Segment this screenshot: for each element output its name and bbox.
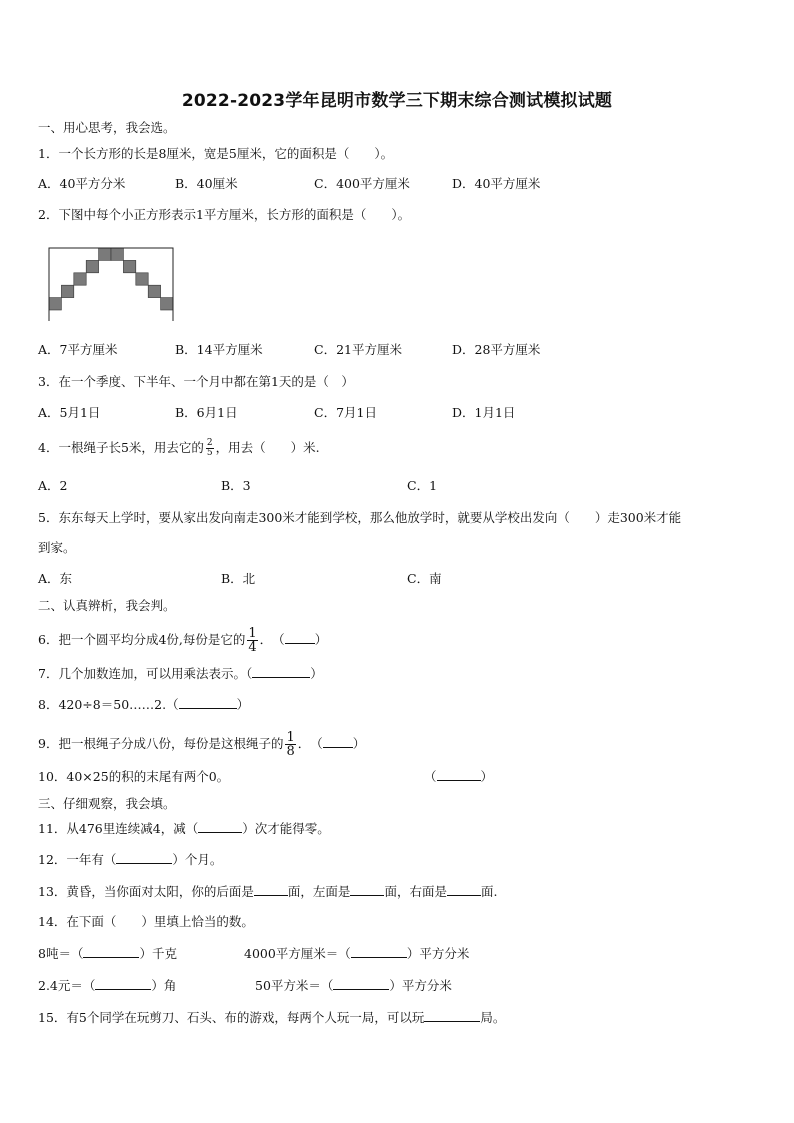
- q8-stem: [38, 696, 249, 714]
- shaded-square: [161, 298, 173, 310]
- q14-r1b: ）千克: [139, 946, 177, 961]
- q5-option-b: B．北: [221, 571, 256, 586]
- q9-fraction-numerator: 1: [286, 730, 295, 745]
- q9-stem: [38, 731, 365, 758]
- q6-fraction-numerator: 1: [248, 626, 257, 641]
- q6-stem-text: 6．把一个圆平均分成4份,每份是它的: [38, 632, 246, 647]
- q13-blank-left[interactable]: [350, 883, 384, 896]
- q13-part-a: 13．黄昏，当你面对太阳，你的后面是: [38, 884, 254, 899]
- shaded-square: [49, 298, 61, 310]
- q1-stem: 1．一个长方形的长是8厘米，宽是5厘米，它的面积是（ ）。: [38, 146, 394, 161]
- q5-option-c: C．南: [407, 571, 442, 586]
- q3-stem: 3．在一个季度、下半年、一个月中都在第1天的是（ ）: [38, 374, 354, 389]
- q8-close-paren: ）: [236, 697, 250, 712]
- q14-r2a: 2.4元＝（: [38, 978, 96, 993]
- q14-blank-sq-dm[interactable]: [351, 945, 407, 958]
- q9-close-paren: ）: [352, 736, 366, 751]
- q6-fraction: [247, 627, 257, 654]
- section-3-heading: 三、仔细观察，我会填。: [38, 796, 176, 811]
- shaded-square: [61, 285, 73, 297]
- q14-r1a: 8吨＝（: [38, 946, 84, 961]
- q7-stem: [38, 665, 323, 683]
- q4-option-c: C．1: [407, 478, 438, 493]
- q13-part-b: 面，左面是: [287, 884, 351, 899]
- q15-answer-blank[interactable]: [424, 1009, 480, 1022]
- q4-fraction: [206, 439, 214, 458]
- q14-r2c: 50平方米＝（: [255, 978, 334, 993]
- shaded-square: [148, 285, 160, 297]
- q5-option-a: A．东: [38, 571, 73, 586]
- q10-answer: [424, 768, 493, 786]
- q3-option-a: A．5月1日: [38, 405, 101, 420]
- q15-part-b: 局。: [480, 1010, 506, 1025]
- q11-stem-text: 11．从476里连续减4，减（: [38, 821, 199, 836]
- q9-stem-text: 9．把一根绳子分成八份，每份是这根绳子的: [38, 736, 284, 751]
- q2-option-d: D．28平方厘米: [452, 342, 541, 357]
- q14-r1c: 4000平方厘米＝（: [244, 946, 351, 961]
- q8-stem-text: 8．420÷8＝50……2.（: [38, 697, 179, 712]
- q12-tail: ）个月。: [172, 852, 223, 867]
- q14-r2d: ）平方分米: [389, 978, 452, 993]
- q14-blank-kg[interactable]: [83, 945, 139, 958]
- q3-option-d: D．1月1日: [452, 405, 516, 420]
- q2-stem: 2．下图中每个小正方形表示1平方厘米，长方形的面积是（ ）。: [38, 207, 411, 222]
- q12-stem-text: 12．一年有（: [38, 852, 117, 867]
- q6-close-paren: ）: [314, 632, 328, 647]
- q11-tail: ）次才能得零。: [242, 821, 330, 836]
- q13-part-d: 面.: [480, 884, 498, 899]
- q6-answer-blank[interactable]: [285, 631, 315, 644]
- q14-blank-sq-dm-2[interactable]: [333, 977, 389, 990]
- q1-option-d: D．40平方厘米: [452, 176, 541, 191]
- q14-stem: 14．在下面（ ）里填上恰当的数。: [38, 914, 254, 929]
- q4-fraction-denominator: 5: [206, 448, 213, 458]
- q6-tail: ． （: [259, 632, 285, 647]
- q1-option-c: C．400平方厘米: [314, 176, 410, 191]
- shaded-square: [74, 273, 86, 285]
- q9-fraction: [285, 731, 295, 758]
- shaded-square: [111, 248, 123, 260]
- q13-blank-right[interactable]: [447, 883, 481, 896]
- q10-answer-blank[interactable]: [437, 768, 481, 781]
- q14-row1-left: [38, 945, 177, 963]
- q14-row2-left: [38, 977, 176, 995]
- q2-grid-figure: [48, 247, 176, 321]
- q10-stem: 10．40×25的积的末尾有两个0。: [38, 769, 230, 784]
- shaded-square: [99, 248, 111, 260]
- q14-r1d: ）平方分米: [406, 946, 470, 961]
- q4-fraction-numerator: 2: [206, 438, 213, 448]
- q4-stem-end: ，用去（ ）米.: [215, 440, 320, 455]
- q11-stem: [38, 820, 330, 838]
- q1-option-b: B．40厘米: [175, 176, 238, 191]
- q4-stem: [38, 439, 320, 458]
- q15-stem: [38, 1009, 505, 1027]
- q2-option-c: C．21平方厘米: [314, 342, 402, 357]
- q3-option-c: C．7月1日: [314, 405, 377, 420]
- q9-answer-blank[interactable]: [323, 735, 353, 748]
- page-title: 2022-2023学年昆明市数学三下期末综合测试模拟试题: [181, 91, 613, 111]
- q2-option-b: B．14平方厘米: [175, 342, 263, 357]
- q14-row2-right: [255, 977, 452, 995]
- q14-row1-right: [244, 945, 469, 963]
- q15-part-a: 15．有5个同学在玩剪刀、石头、布的游戏，每两个人玩一局，可以玩: [38, 1010, 425, 1025]
- q2-option-a: A．7平方厘米: [38, 342, 118, 357]
- q13-part-c: 面，右面是: [384, 884, 447, 899]
- section-1-heading: 一、用心思考，我会选。: [38, 120, 176, 135]
- q10-open-paren: （: [424, 769, 437, 784]
- q13-blank-behind[interactable]: [254, 883, 288, 896]
- q4-option-a: A．2: [38, 478, 68, 493]
- q7-answer-blank[interactable]: [252, 665, 310, 678]
- q5-stem-line2: 到家。: [38, 540, 76, 555]
- q10-close-paren: ）: [480, 769, 494, 784]
- q9-tail: ． （: [297, 736, 323, 751]
- q11-answer-blank[interactable]: [198, 820, 242, 833]
- shaded-square: [123, 260, 135, 272]
- q9-fraction-denominator: 8: [286, 744, 295, 759]
- q13-stem: [38, 883, 497, 901]
- q14-blank-jiao[interactable]: [95, 977, 151, 990]
- shaded-square: [136, 273, 148, 285]
- q6-fraction-denominator: 4: [248, 640, 257, 655]
- q6-stem: [38, 627, 327, 654]
- section-2-heading: 二、认真辨析，我会判。: [38, 598, 176, 613]
- q4-stem-start: 4．一根绳子长5米，用去它的: [38, 440, 204, 455]
- q12-answer-blank[interactable]: [116, 851, 172, 864]
- q7-stem-text: 7．几个加数连加，可以用乘法表示。（: [38, 666, 253, 681]
- q8-answer-blank[interactable]: [179, 696, 237, 709]
- q4-option-b: B．3: [221, 478, 251, 493]
- q5-stem-line1: 5．东东每天上学时，要从家出发向南走300米才能到学校，那么他放学时，就要从学校出发向（ ）走300米才能: [38, 510, 682, 525]
- q3-option-b: B．6月1日: [175, 405, 238, 420]
- shaded-square: [86, 260, 98, 272]
- q14-r2b: ）角: [151, 978, 177, 993]
- q12-stem: [38, 851, 222, 869]
- q1-option-a: A．40平方分米: [38, 176, 126, 191]
- q7-close-paren: ）: [310, 666, 323, 681]
